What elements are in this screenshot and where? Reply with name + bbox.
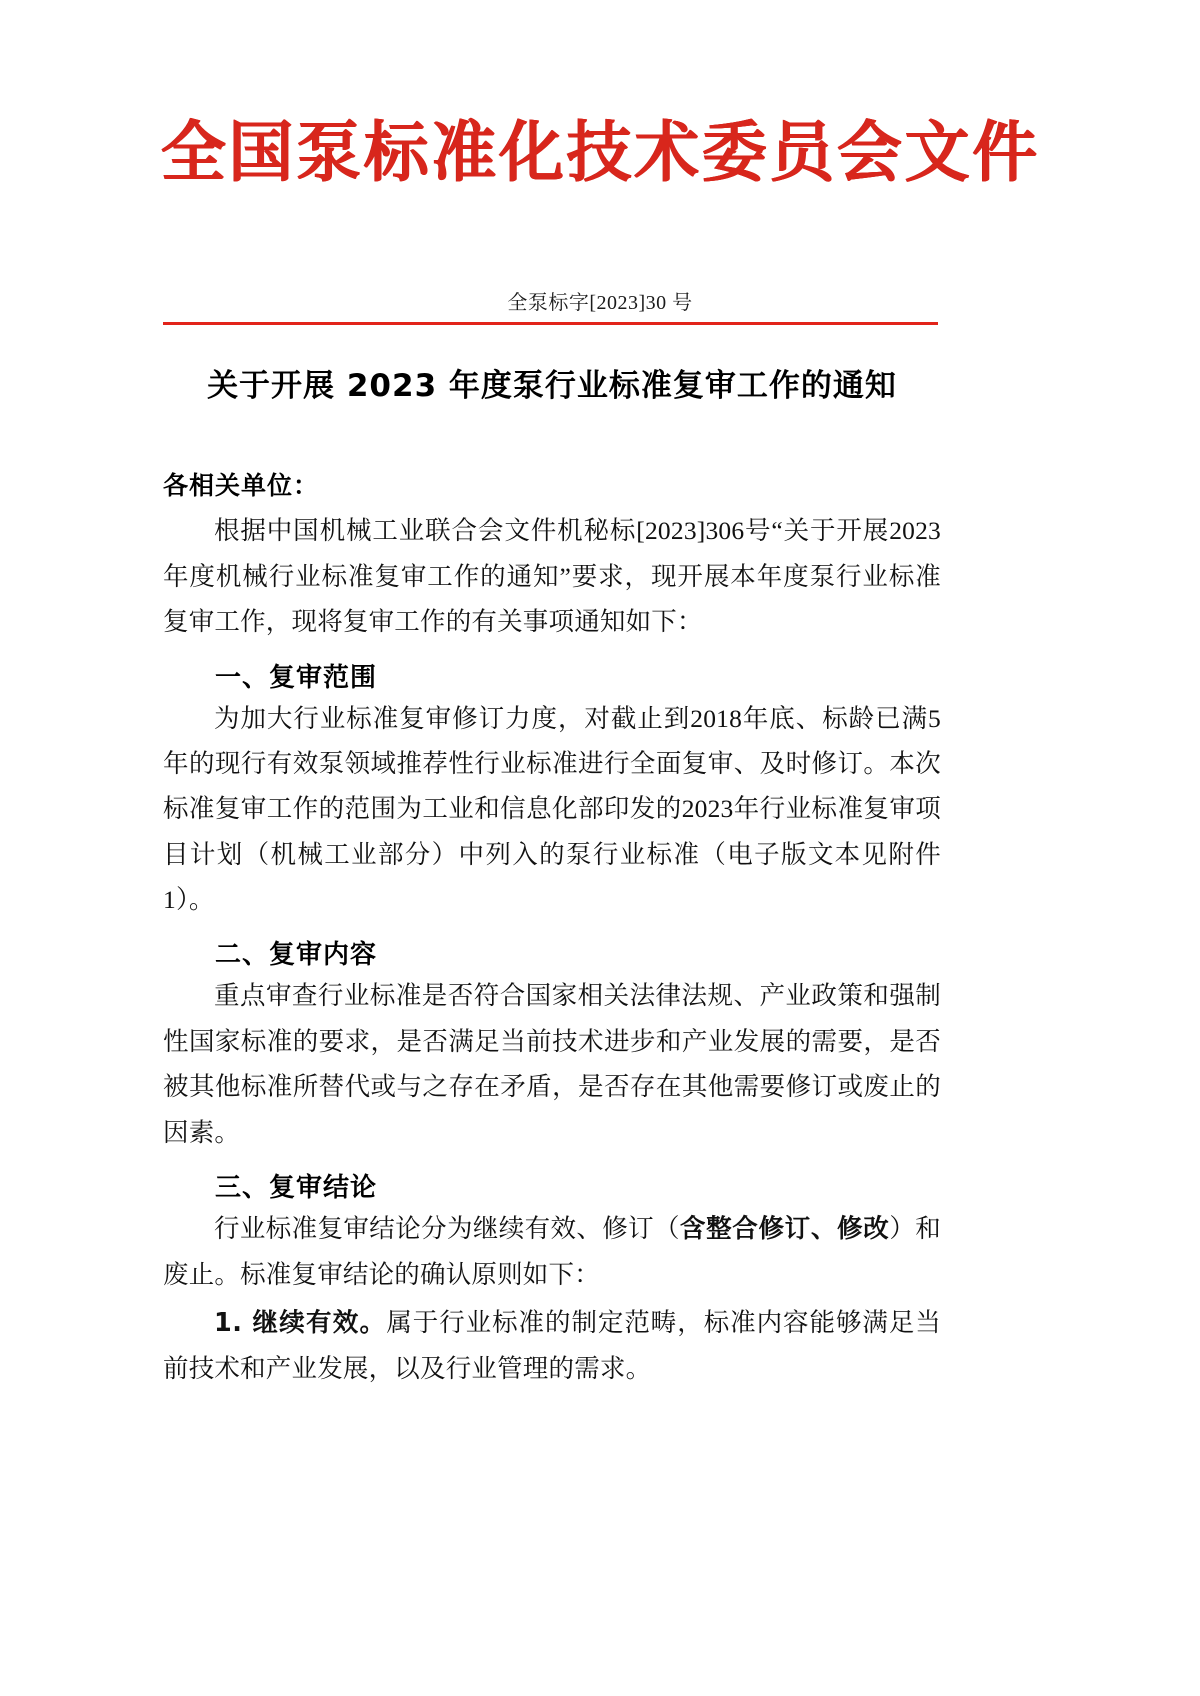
section-heading-1: 一、复审范围 — [215, 662, 378, 693]
masthead-title: 全国泵标准化技术委员会文件 — [160, 114, 1040, 191]
red-separator-rule — [163, 322, 938, 325]
conclusion-item-1-text: 属于行业标准的制定范畴，标准内容能够满足当前技术和产业发展，以及行业管理的需求。 — [163, 1307, 942, 1384]
document-body — [163, 355, 941, 1391]
masthead — [0, 114, 1200, 191]
conclusion-item-1 — [163, 1300, 941, 1392]
intro-paragraph: 根据中国机械工业联合会文件机秘标[2023]306号“关于开展2023年度机械行业标准复审工作的通知”要求，现开展本年度泵行业标准复审工作，现将复审工作的有关事项通知如下： — [163, 516, 941, 637]
section-3-emphasis: 含整合修订、修改 — [679, 1213, 890, 1244]
section-body-2: 重点审查行业标准是否符合国家相关法律法规、产业政策和强制性国家标准的要求，是否满足当前技术进步和产业发展的需要，是否被其他标准所替代或与之存在矛盾，是否存在其他需要修订或废止的因素。 — [163, 981, 941, 1147]
section-3-text-part-1: 行业标准复审结论分为继续有效、修订（ — [214, 1213, 680, 1243]
section-heading-2: 二、复审内容 — [215, 940, 378, 971]
page-title: 关于开展 2023 年度泵行业标准复审工作的通知 — [207, 368, 897, 404]
document-number: 全泵标字[2023]30 号 — [507, 292, 693, 314]
section-body-3 — [163, 1206, 941, 1298]
section-heading-3: 三、复审结论 — [215, 1172, 378, 1203]
salutation: 各相关单位： — [163, 471, 320, 501]
section-body-1: 为加大行业标准复审修订力度，对截止到2018年底、标龄已满5年的现行有效泵领域推荐性行业标准进行全面复审、及时修订。本次标准复审工作的范围为工业和信息化部印发的2023年行业标准复审项目计划（机械工业部分）中列入的泵行业标准（电子版文本见附件1）。 — [163, 703, 941, 915]
conclusion-item-1-label: 1. 继续有效。 — [214, 1307, 387, 1338]
section-3-text-part-2: ）和废止。标准复审结论的确认原则如下： — [163, 1213, 941, 1290]
